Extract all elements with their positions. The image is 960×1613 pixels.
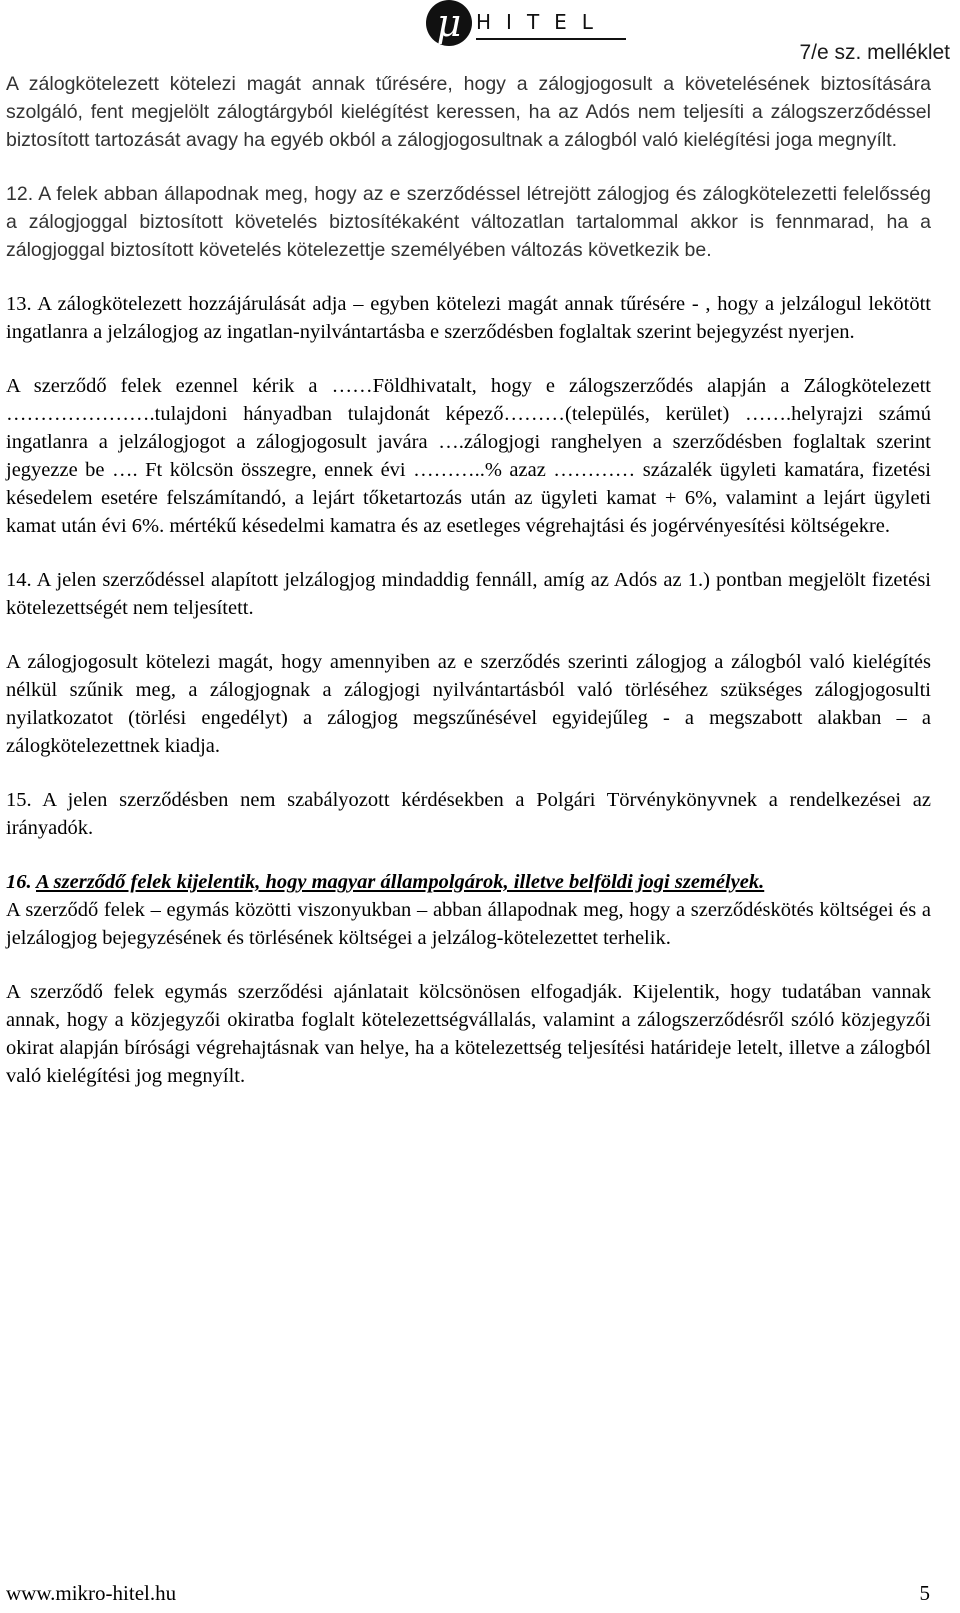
- document-body: [6, 70, 931, 1090]
- paragraph-15: 15. A jelen szerződésben nem szabályozott kérdésekben a Polgári Törvénykönyvnek a rendelkezései az irányadók.: [6, 789, 931, 839]
- paragraph-14-release: A zálogjogosult kötelezi magát, hogy amennyiben az e szerződés szerinti zálogjog a zálogból való kielégítés nélkül szűnik meg, a zálogjognak a zálogjogi nyilvántartásból való törléséhez szükséges zálogjogosulti nyilatkozatot (törlési engedélyt) a zálogjog megszűnésével egyidejűleg - a megszabott alakban – a zálogkötelezettnek kiadja.: [6, 651, 931, 757]
- page-number: 5: [919, 1581, 930, 1605]
- logo-brand-text: HITEL: [476, 10, 608, 34]
- paragraph-16-title: A szerződő felek kijelentik, hogy magyar állampolgárok, illetve belföldi jogi személyek.: [36, 871, 765, 893]
- logo-underline: [476, 38, 626, 40]
- paragraph-12: 12. A felek abban állapodnak meg, hogy az e szerződéssel létrejött zálogjog és zálogkötelezetti felelősség a zálogjoggal biztosított követelés biztosítékaként változatlan tartalommal akkor is fennmarad, ha a zálogjoggal biztosított követelés kötelezettje személyében változás következik be.: [6, 183, 931, 261]
- paragraph-16-body: A szerződő felek – egymás közötti viszonyukban – abban állapodnak meg, hogy a szerződéskötés költségei és a jelzálogjog bejegyzésének és törlésének költségei a jelzálog-kötelezettet terhelik.: [6, 899, 931, 949]
- paragraph-13-registration: A szerződő felek ezennel kérik a ……Földhivatalt, hogy e zálogszerződés alapján a Zálogkötelezett ………………….tulajdoni hányadban tulajdonát képező………(település, kerület) …….helyrajzi számú ingatlanra a jelzálogjogot a zálogjogosult javára ….zálogjogi ranghelyen a szerződésben foglaltak szerint jegyezze be …. Ft kölcsön összegre, ennek évi ………..% azaz ………… százalék ügyleti kamatára, fizetési késedelem esetére felszámítandó, a lejárt tőketartozás után az ügyleti kamat + 6%, valamint a lejárt ügyleti kamat után évi 6%. mértékű késedelmi kamatra és az esetleges végrehajtási és jogérvényesítési költségekre.: [6, 375, 931, 537]
- paragraph-16-number: 16.: [6, 871, 32, 893]
- company-logo: [426, 0, 626, 46]
- paragraph-intro: A zálogkötelezett kötelezi magát annak tűrésére, hogy a zálogjogosult a követelésének biztosítására szolgáló, fent megjelölt zálogtárgyból kielégítést keressen, ha az Adós nem teljesíti a zálogszerződéssel biztosított tartozását avagy ha egyéb okból a zálogjogosultnak a zálogból való kielégítési joga megnyílt.: [6, 73, 931, 151]
- logo-mu-symbol: μ: [426, 0, 472, 46]
- paragraph-final: A szerződő felek egymás szerződési ajánlatait kölcsönösen elfogadják. Kijelentik, hogy tudatában vannak annak, hogy a közjegyzői okiratba foglalt kötelezettségvállalás, valamint a zálogszerződésről szóló közjegyzői okirat alapján bírósági végrehajtásnak van helye, ha a kötelezettség teljesítési határideje letelt, illetve a zálogból való kielégítési jog megnyílt.: [6, 981, 931, 1087]
- paragraph-16-heading: [6, 868, 931, 896]
- footer-url: www.mikro-hitel.hu: [6, 1581, 177, 1605]
- paragraph-14: 14. A jelen szerződéssel alapított jelzálogjog mindaddig fennáll, amíg az Adós az 1.) pontban megjelölt fizetési kötelezettségét nem teljesített.: [6, 569, 931, 619]
- annex-label: 7/e sz. melléklet: [799, 41, 950, 64]
- paragraph-13: 13. A zálogkötelezett hozzájárulását adja – egyben kötelezi magát annak tűrésére - , hogy a jelzálogul lekötött ingatlanra a jelzálogjog az ingatlan-nyilvántartásba e szerződésben foglaltak szerint bejegyzést nyerjen.: [6, 293, 931, 343]
